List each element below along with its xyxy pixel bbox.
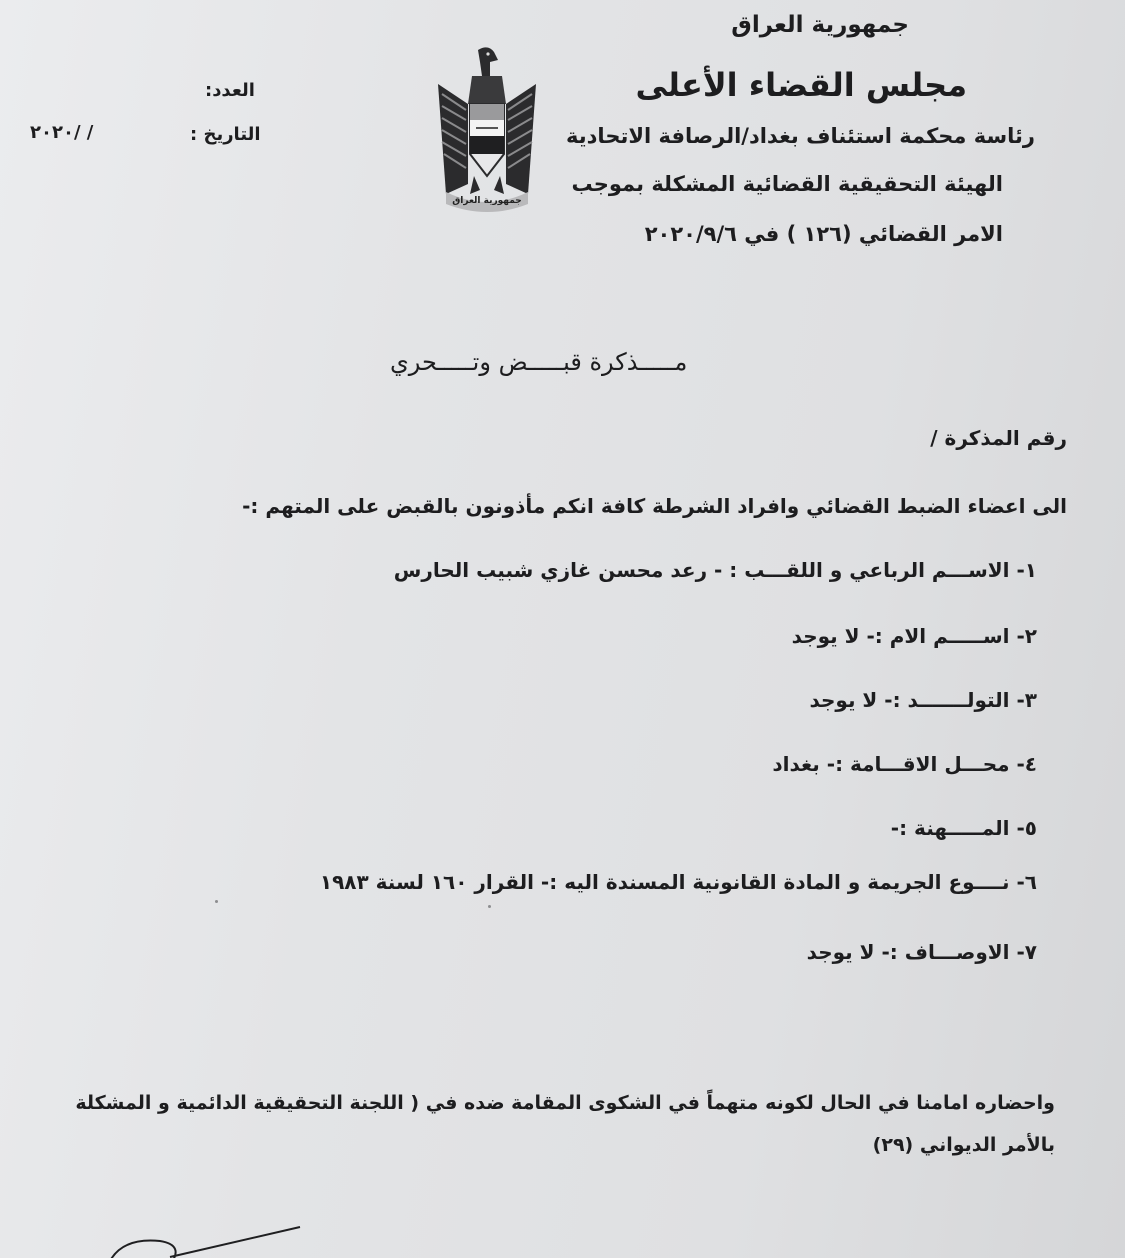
item-residence: ٤- محـــل الاقـــامة :- بغداد — [772, 752, 1037, 776]
date-label: التاريخ : — [190, 124, 261, 145]
header-presidency: رئاسة محكمة استئناف بغداد/الرصافة الاتحادية — [566, 124, 1035, 148]
date-value: ٢٠٢٠/ / — [30, 122, 94, 143]
signature-mark — [90, 1225, 330, 1258]
memo-number-label: رقم المذكرة / — [930, 426, 1067, 450]
emblem-ribbon-text: جمهورية العراق — [452, 196, 522, 206]
item-crime-type: ٦- نــــوع الجريمة و المادة القانونية المسندة اليه :- القرار ١٦٠ لسنة ١٩٨٣ — [319, 870, 1037, 894]
memo-intro: الى اعضاء الضبط القضائي وافراد الشرطة كافة انكم مأذونون بالقبض على المتهم :- — [242, 494, 1067, 518]
item-profession: ٥- المـــــهنة :- — [890, 816, 1037, 840]
item-birth: ٣- التولـــــــد :- لا يوجد — [809, 688, 1037, 712]
number-label: العدد: — [205, 80, 255, 101]
item-descriptions: ٧- الاوصـــاف :- لا يوجد — [806, 940, 1037, 964]
header-order: الامر القضائي (١٢٦ ) في ٢٠٢٠/٩/٦ — [644, 222, 1003, 246]
item-full-name: ١- الاســـم الرباعي و اللقـــب : - رعد محسن غازي شبيب الحارس — [393, 558, 1037, 582]
header-council: مجلس القضاء الأعلى — [635, 66, 967, 104]
memo-title: مـــــذكرة قبـــــض وتـــــحري — [390, 348, 688, 376]
closing-line-2: بالأمر الديواني (٢٩) — [872, 1134, 1055, 1156]
paper-speck — [488, 905, 491, 908]
eagle-emblem-icon — [428, 44, 546, 212]
header-committee: الهيئة التحقيقية القضائية المشكلة بموجب — [571, 172, 1003, 196]
header-country: جمهورية العراق — [731, 12, 909, 38]
paper-speck — [215, 900, 218, 903]
closing-line-1: واحضاره امامنا في الحال لكونه متهماً في الشكوى المقامة ضده في ( اللجنة التحقيقية الدائمية و المشكلة — [75, 1092, 1055, 1114]
item-mother-name: ٢- اســـــم الام :- لا يوجد — [791, 624, 1037, 648]
